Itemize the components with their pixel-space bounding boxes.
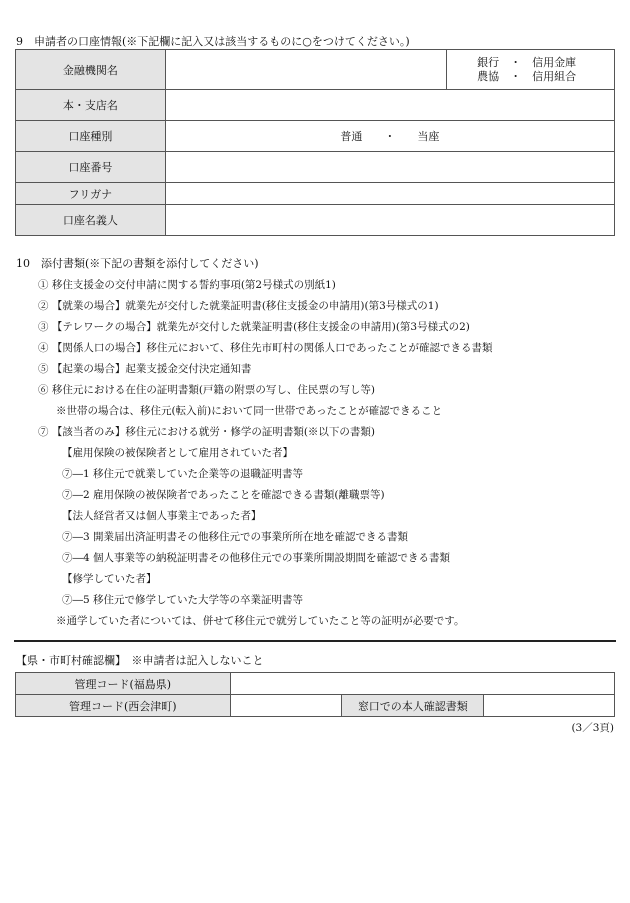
attachment-subitem: ⑦―5 移住元で修学していた大学等の卒業証明書等 [62, 594, 304, 606]
mgmt-code-town-label: 管理コード(西会津町) [16, 695, 231, 717]
id-docs-field[interactable] [484, 695, 615, 717]
page-number: (3／3頁) [571, 722, 614, 734]
attachment-item: ⑥ 移住元における在住の証明書類(戸籍の附票の写し、住民票の写し等) [38, 384, 376, 396]
furigana-field[interactable] [165, 183, 614, 205]
account-number-label: 口座番号 [16, 152, 166, 183]
branch-field[interactable] [165, 90, 614, 121]
account-holder-label: 口座名義人 [16, 205, 166, 236]
confirm-table [15, 672, 615, 717]
branch-label: 本・支店名 [16, 90, 166, 121]
mgmt-code-town-field[interactable] [230, 695, 342, 717]
mgmt-code-pref-field[interactable] [230, 673, 614, 695]
attachment-subheading: 【法人経営者又は個人事業主であった者】 [62, 510, 262, 522]
account-type-label: 口座種別 [16, 121, 166, 152]
bank-options-line2: 農協 ・ 信用組合 [477, 69, 577, 83]
bank-options-line1: 銀行 ・ 信用金庫 [477, 55, 577, 69]
attachment-note: ※通学していた者については、併せて移住元で就労していたこと等の証明が必要です。 [56, 615, 465, 627]
account-holder-field[interactable] [165, 205, 614, 236]
attachment-item: ④ 【関係人口の場合】移住元において、移住先市町村の関係人口であったことが確認できる書類 [38, 342, 493, 354]
furigana-label: フリガナ [16, 183, 166, 205]
account-type-options[interactable]: 普通 ・ 当座 [165, 121, 614, 152]
attachment-note: ※世帯の場合は、移住元(転入前)において同一世帯であったことが確認できること [56, 405, 443, 417]
attachment-subheading: 【雇用保険の被保険者として雇用されていた者】 [62, 447, 293, 459]
bank-account-table [15, 49, 615, 236]
attachment-subitem: ⑦―2 雇用保険の被保険者であったことを確認できる書類(離職票等) [62, 489, 385, 501]
attachment-item: ② 【就業の場合】就業先が交付した就業証明書(移住支援金の申請用)(第3号様式の1) [38, 300, 439, 312]
attachment-item: ① 移住支援金の交付申請に関する誓約事項(第2号様式の別紙1) [38, 279, 336, 291]
attachment-item: ⑤ 【起業の場合】起業支援金交付決定通知書 [38, 363, 252, 375]
bank-name-label: 金融機関名 [16, 50, 166, 90]
bank-name-field[interactable] [165, 50, 446, 90]
attachment-subitem: ⑦―4 個人事業等の納税証明書その他移住元での事業所開設期間を確認できる書類 [62, 552, 451, 564]
attachment-subheading: 【修学していた者】 [62, 573, 157, 585]
attachment-subitem: ⑦―3 開業届出済証明書その他移住元での事業所所在地を確認できる書類 [62, 531, 409, 543]
account-number-field[interactable] [165, 152, 614, 183]
confirm-title: 【県・市町村確認欄】 ※申請者は記入しないこと [16, 654, 264, 667]
attachment-item: ③ 【テレワークの場合】就業先が交付した就業証明書(移住支援金の申請用)(第3号様式の2) [38, 321, 470, 333]
mgmt-code-pref-label: 管理コード(福島県) [16, 673, 231, 695]
section-divider [14, 640, 616, 642]
id-docs-label: 窓口での本人確認書類 [342, 695, 484, 717]
section10-title: 10 添付書類(※下記の書類を添付してください) [16, 257, 259, 270]
attachment-subitem: ⑦―1 移住元で就業していた企業等の退職証明書等 [62, 468, 304, 480]
attachment-item: ⑦ 【該当者のみ】移住元における就労・修学の証明書類(※以下の書類) [38, 426, 376, 438]
section9-title: 9 申請者の口座情報(※下記欄に記入又は該当するものに○をつけてください。) [16, 35, 410, 48]
bank-type-options[interactable] [447, 50, 615, 90]
